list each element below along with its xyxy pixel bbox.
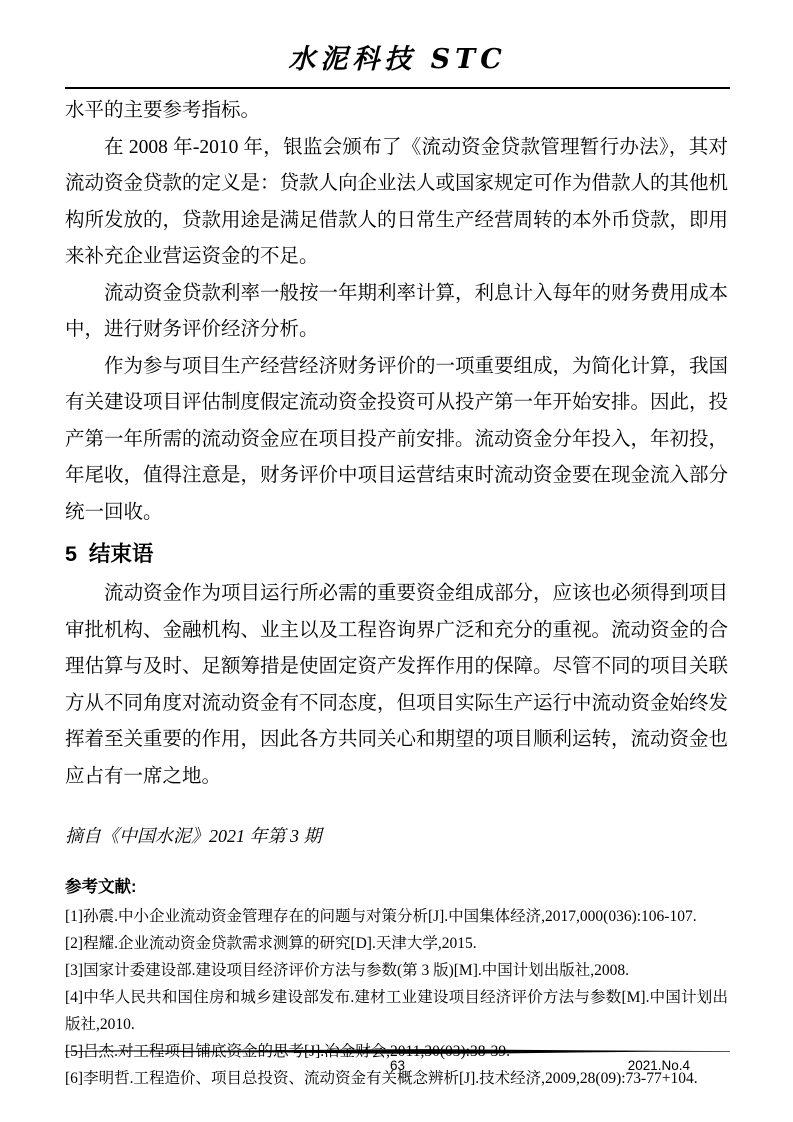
journal-title: 水泥科技 STC	[288, 44, 507, 75]
page-footer	[65, 1048, 730, 1076]
page-header	[65, 40, 730, 80]
paragraph: 流动资金贷款利率一般按一年期利率计算，利息计入每年的财务费用成本中，进行财务评价经济分析。	[65, 282, 729, 340]
reference-item: [6]李明哲.工程造价、项目总投资、流动资金有关概念辨析[J].技术经济,2009,28(09):73-77+104.	[65, 1070, 698, 1087]
header-rule	[65, 87, 730, 89]
source-note: 摘自《中国水泥》2021 年第 3 期	[65, 826, 322, 846]
paragraph: 作为参与项目生产经营经济财务评价的一项重要组成，为简化计算，我国有关建设项目评估制度假定流动资金投资可从投产第一年开始安排。因此，投产第一年所需的流动资金应在项目投产前安排。流动资金分年投入，年初投，年尾收，值得注意是，财务评价中项目运营结束时流动资金要在现金流入部分统一回收。	[65, 355, 729, 523]
paragraph-continuation: 水平的主要参考指标。	[65, 100, 261, 121]
footer-rule	[65, 1048, 730, 1056]
reference-item: [3]国家计委建设部.建设项目经济评价方法与参数(第 3 版)[M].中国计划出版社,2008.	[65, 962, 630, 979]
article-body	[65, 93, 728, 1092]
paragraph: 在 2008 年-2010 年，银监会颁布了《流动资金贷款管理暂行办法》，其对流动资金贷款的定义是：贷款人向企业法人或国家规定可作为借款人的其他机构所发放的，贷款用途是满足借款人的日常生产经营周转的本外币贷款，即用来补充企业营运资金的不足。	[65, 136, 729, 267]
issue-label: 2021.No.4	[627, 1058, 690, 1073]
reference-item: [4]中华人民共和国住房和城乡建设部发布.建材工业建设项目经济评价方法与参数[M].中国计划出版社,2010.	[65, 989, 728, 1033]
closing-paragraph: 流动资金作为项目运行所必需的重要资金组成部分，应该也必须得到项目审批机构、金融机构、业主以及工程咨询界广泛和充分的重视。流动资金的合理估算与及时、足额筹措是使固定资产发挥作用的保障。尽管不同的项目关联方从不同角度对流动资金有不同态度，但项目实际生产运行中流动资金始终发挥着至关重要的作用，因此各方共同关心和期望的项目顺利运转，流动资金也应占有一席之地。	[65, 583, 729, 787]
reference-item: [2]程耀.企业流动资金贷款需求测算的研究[D].天津大学,2015.	[65, 935, 477, 952]
footer-row	[65, 1056, 730, 1076]
section-heading: 5 结束语	[65, 542, 154, 566]
reference-item: [1]孙震.中小企业流动资金管理存在的问题与对策分析[J].中国集体经济,2017,000(036):106-107.	[65, 908, 697, 925]
page-number: 63	[389, 1058, 406, 1073]
references-heading: 参考文献:	[65, 878, 137, 896]
